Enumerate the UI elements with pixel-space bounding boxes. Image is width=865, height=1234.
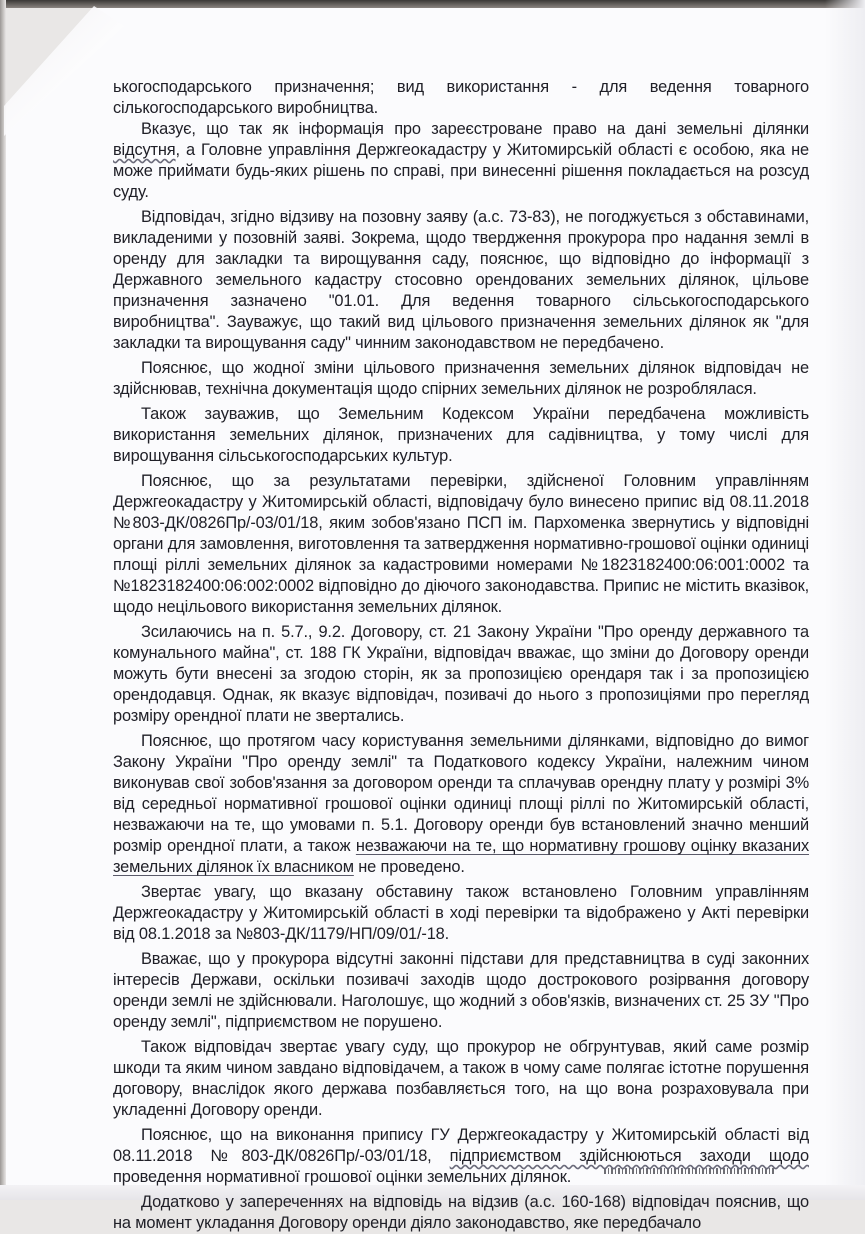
paragraph: Пояснює, що за результатами перевірки, здійсненої Головним управлінням Держгеокадастру у Житомирській області, відповідачу було винесено припис від 08.11.2018 №803-ДК/0826Пр/-03/01/18, яким зобов'язано ПСП ім. Пархоменка звернутись у відповідні органи для замовлення, виготовлення та затвердження нормативно-грошової оцінки одиниці площі ріллі земельних ділянок за кадастровими номерами №1823182400:06:001:0002 та №1823182400:06:002:0002 відповідно до діючого законодавства. Припис не містить вказівок, щодо нецільового використання земельних ділянок. (113, 472, 809, 616)
text: проведення нормативної грошової оцінки земельних ділянок. (113, 1168, 572, 1186)
text: не проведено. (353, 858, 465, 876)
underlined-text: відсутня (113, 141, 176, 159)
paragraph: Вважає, що у прокурора відсутні законні підстави для представництва в суді законних інтересів Держави, оскільки позивачі заходів щодо дострокового розірвання договору оренди землі не здійснювали. Наголошує, що жодний з обов'язків, визначених ст. 25 ЗУ "Про оренду землі", підприємством не порушено. (113, 950, 809, 1031)
text: Вказує, що так як інформація про зареєстроване право на дані земельні ділянки (141, 120, 809, 138)
paragraph: Пояснює, що жодної зміни цільового призначення земельних ділянок відповідач не здійснював, технічна документація щодо спірних земельних ділянок не розроблялася. (113, 359, 809, 398)
paragraph (113, 731, 809, 878)
scan-left-edge (0, 0, 6, 1200)
scan-top-edge (0, 0, 865, 8)
paragraph (113, 119, 809, 203)
paragraph: ькогосподарського призначення; вид використання - для ведення товарного сількогосподарського виробництва. (113, 78, 809, 117)
underlined-text: підприємством здійснюються заходи щодо (449, 1147, 809, 1165)
paragraph: Також відповідач звертає увагу суду, що прокурор не обгрунтував, який саме розмір шкоди та яким чином завдано відповідачем, а також в чому саме полягає істотне порушення договору, внаслідок якого держава позбавляється того, на що вона розраховувала при укладенні Договору оренди. (113, 1038, 809, 1119)
text: Пояснює, що протягом часу користування земельними ділянками, відповідно до вимог Закону України "Про оренду землі" та Податкового кодексу України, належним чином виконував свої зобов'язання за договором оренди та сплачував орендну плату у розмірі 3% від середньої нормативної грошової оцінки одиниці площі ріллі по Житомирській області, незважаючи на те, що умовами п. 5.1. Договору оренди був встановлений значно менший розмір орендної плати, а також (113, 732, 809, 855)
text: , а Головне управління Держгеокадастру у Житомирській області є особою, яка не може приймати будь-яких рішень по справі, при винесенні рішення покладається на розсуд суду. (113, 141, 809, 201)
paragraph: Відповідач, згідно відзиву на позовну заяву (а.с. 73-83), не погоджується з обставинами, викладеними у позовній заяві. Зокрема, щодо твердження прокурора про надання землі в оренду для закладки та вирощування саду, пояснює, що відповідно до інформації з Державного земельного кадастру стосовно орендованих земельних ділянок, цільове призначення зазначено "01.01. Для ведення товарного сільськогосподарського виробництва". Зауважує, що такий вид цільового призначення земельних ділянок як "для закладки та вирощування саду" чинним законодавством не передбачено. (113, 208, 809, 352)
paragraph: Звертає увагу, що вказану обставину також встановлено Головним управлінням Держгеокадастру у Житомирській області в ході перевірки та відображено у Акті перевірки від 08.1.2018 за №803-ДК/1179/НП/09/01/-18. (113, 883, 809, 943)
paragraph: Також зауважив, що Земельним Кодексом України передбачена можливість використання земельних ділянок, призначених для садівництва, у тому числі для вирощування сільськогосподарських культур. (113, 405, 809, 465)
paragraph: Зсилаючись на п. 5.7., 9.2. Договору, ст. 21 Закону України "Про оренду державного та комунального майна", ст. 188 ГК України, відповідач вважає, що зміни до Договору оренди можуть бути внесені за згодою сторін, як за пропозицією орендаря так і за пропозицією орендодавця. Однак, як вказує відповідач, позивачі до нього з пропозиціями про перегляд розміру орендної плати не звертались. (113, 623, 809, 725)
paragraph (113, 1125, 809, 1188)
text: Пояснює, що на виконання припису ГУ Держгеокадастру у Житомирській області від 08.11.2018 №803-ДК/0826Пр/-03/01/18, (113, 1126, 809, 1165)
paragraph: Додатково у запереченнях на відповідь на відзив (а.с. 160-168) відповідач пояснив, що на момент укладання Договору оренди діяло законодавство, яке передбачало (113, 1193, 809, 1232)
page-right-edge (825, 0, 865, 1200)
document-body (113, 77, 809, 1234)
underlined-text: незважаючи на те, що нормативну грошову оцінку вказаних земельних ділянок їх власником (113, 837, 810, 876)
